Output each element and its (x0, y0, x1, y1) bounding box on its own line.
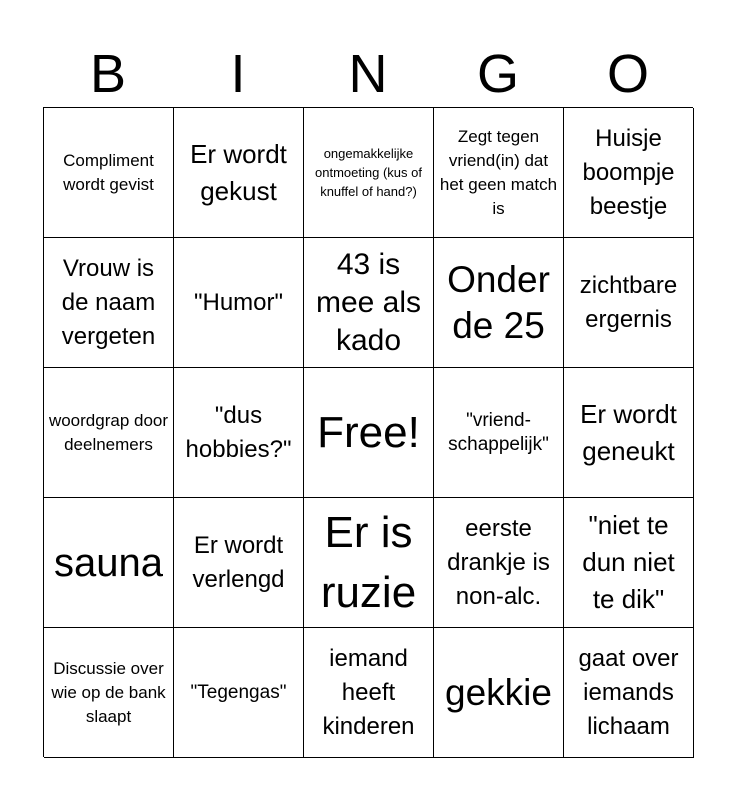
cell-text: Vrouw is de naam vergeten (61, 254, 156, 350)
cell-text: sauna (54, 540, 163, 585)
bingo-cell[interactable] (304, 628, 434, 758)
cell-text: "Humor" (193, 288, 284, 316)
cell-text: woordgrap door deelnemers (48, 410, 169, 454)
header-letter-g: G (476, 44, 519, 104)
free-space-cell[interactable] (304, 368, 434, 498)
free-space-text: Free! (317, 407, 420, 457)
cell-text: Er is ruzie (320, 507, 417, 617)
header-letter-n: N (348, 44, 388, 104)
cell-text: Onder de 25 (447, 258, 550, 346)
cell-text: Er wordt gekust (190, 138, 287, 206)
bingo-cell[interactable] (434, 498, 564, 628)
cell-text: Er wordt geneukt (580, 398, 677, 466)
bingo-cell[interactable] (434, 628, 564, 758)
bingo-cell[interactable] (564, 628, 694, 758)
cell-text: gaat over iemands lichaam (578, 644, 679, 740)
bingo-cell[interactable] (44, 628, 174, 758)
bingo-cell[interactable] (44, 238, 174, 368)
cell-text: Compliment wordt gevist (63, 150, 154, 194)
bingo-cell[interactable] (434, 108, 564, 238)
cell-text: ongemakkelijke ontmoeting (kus of knuffel of hand?) (315, 146, 422, 199)
bingo-cell[interactable] (304, 498, 434, 628)
cell-text: Huisje boompje beestje (582, 124, 675, 220)
bingo-cell[interactable] (564, 108, 694, 238)
bingo-cell[interactable] (304, 238, 434, 368)
cell-text: "vriend-schappelijk" (448, 409, 549, 455)
bingo-cell[interactable] (44, 368, 174, 498)
cell-text: eerste drankje is non-alc. (447, 514, 550, 610)
header-letter-i: I (230, 44, 246, 104)
bingo-cell[interactable] (44, 108, 174, 238)
cell-text: "dus hobbies?" (185, 401, 292, 463)
cell-text: zichtbare ergernis (579, 271, 678, 333)
bingo-cell[interactable] (174, 628, 304, 758)
bingo-cell[interactable] (174, 108, 304, 238)
bingo-cell[interactable] (174, 498, 304, 628)
bingo-cell[interactable] (304, 108, 434, 238)
bingo-cell[interactable] (174, 238, 304, 368)
cell-text: Zegt tegen vriend(in) dat het geen match is (439, 126, 558, 218)
cell-text: Discussie over wie op de bank slaapt (51, 658, 166, 726)
cell-text: Er wordt verlengd (192, 531, 285, 593)
cell-text: "niet te dun niet te dik" (582, 510, 675, 614)
bingo-header (43, 40, 693, 108)
cell-text: iemand heeft kinderen (322, 644, 415, 740)
bingo-cell[interactable] (434, 368, 564, 498)
bingo-cell[interactable] (564, 368, 694, 498)
bingo-board (43, 107, 693, 757)
bingo-cell[interactable] (174, 368, 304, 498)
bingo-cell[interactable] (44, 498, 174, 628)
cell-text: 43 is mee als kado (315, 247, 422, 357)
cell-text: "Tegengas" (190, 681, 287, 703)
bingo-cell[interactable] (564, 498, 694, 628)
bingo-cell[interactable] (434, 238, 564, 368)
header-letter-b: B (89, 44, 127, 104)
cell-text: gekkie (445, 671, 552, 713)
header-letter-o: O (606, 44, 649, 104)
bingo-cell[interactable] (564, 238, 694, 368)
